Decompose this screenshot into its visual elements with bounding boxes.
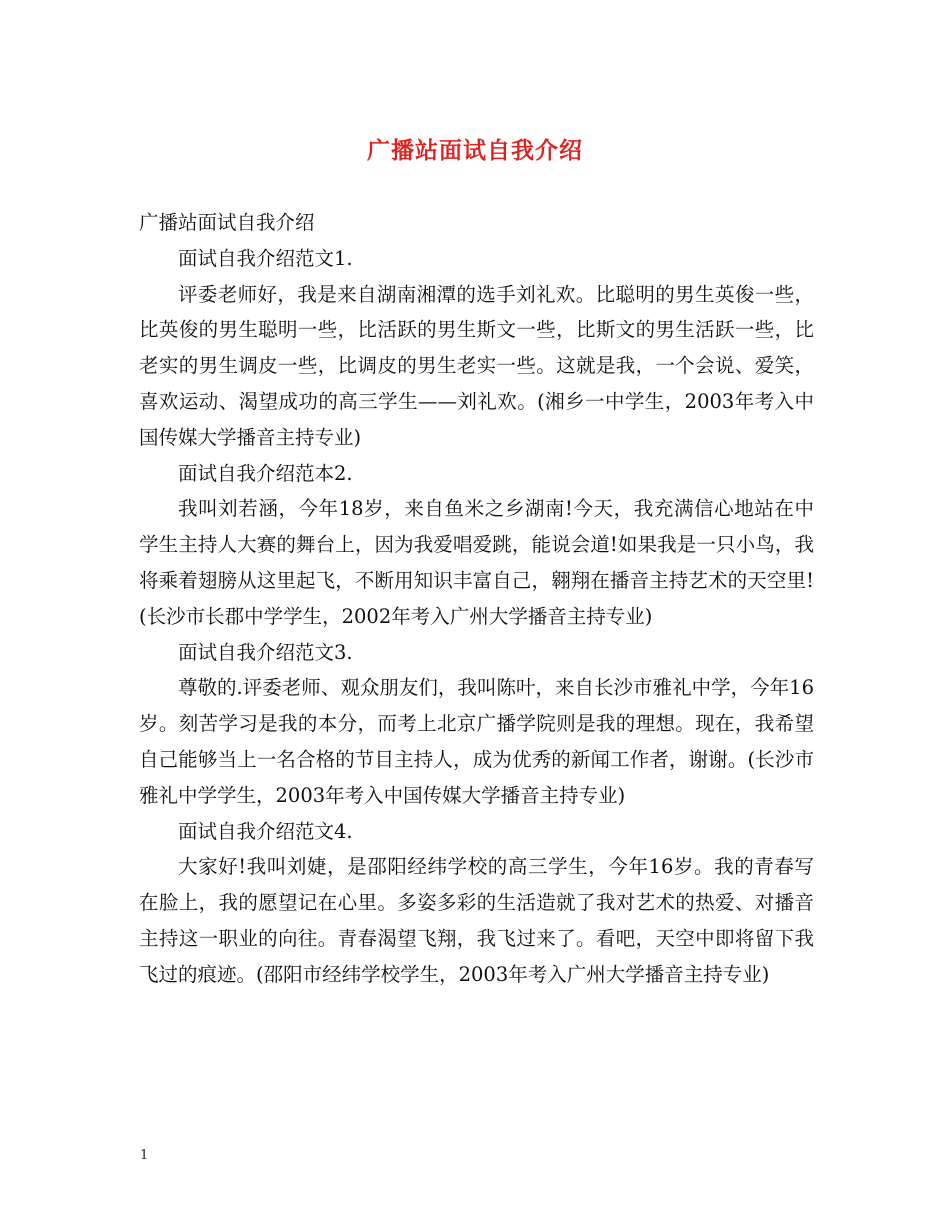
sample-text-1: 评委老师好，我是来自湖南湘潭的选手刘礼欢。比聪明的男生英俊一些，比英俊的男生聪明一些，比活跃的男生斯文一些，比斯文的男生活跃一些，比老实的男生调皮一些，比调皮的男生老实一些。这就是我，一个会说、爱笑，喜欢运动、渴望成功的高三学生——刘礼欢。(湘乡一中学生，2003年考入中国传媒大学播音主持专业) <box>139 282 814 449</box>
sample-heading-4: 面试自我介绍范文4. <box>178 819 353 843</box>
sample-text-4: 大家好!我叫刘婕，是邵阳经纬学校的高三学生，今年16岁。我的青春写在脸上，我的愿望记在心里。多姿多彩的生活造就了我对艺术的热爱、对播音主持这一职业的向往。青春渴望飞翔，我飞过来了。看吧，天空中即将留下我飞过的痕迹。(邵阳市经纬学校学生，2003年考入广州大学播音主持专业) <box>139 855 814 986</box>
sample-heading-1: 面试自我介绍范文1. <box>178 246 353 270</box>
sample-heading-3: 面试自我介绍范文3. <box>178 640 353 664</box>
sample-text-2: 我叫刘若涵，今年18岁，来自鱼米之乡湖南!今天，我充满信心地站在中学生主持人大赛的舞台上，因为我爱唱爱跳，能说会道!如果我是一只小鸟，我将乘着翅膀从这里起飞，不断用知识丰富自己，翱翔在播音主持艺术的天空里!(长沙市长郡中学学生，2002年考入广州大学播音主持专业) <box>139 497 814 628</box>
sample-text-3: 尊敬的.评委老师、观众朋友们，我叫陈叶，来自长沙市雅礼中学，今年16岁。刻苦学习是我的本分，而考上北京广播学院则是我的理想。现在，我希望自己能够当上一名合格的节目主持人，成为优秀的新闻工作者，谢谢。(长沙市雅礼中学学生，2003年考入中国传媒大学播音主持专业) <box>139 676 814 807</box>
document-title: 广播站面试自我介绍 <box>367 137 583 164</box>
document-body <box>139 205 814 993</box>
sample-heading-2: 面试自我介绍范本2. <box>178 461 353 485</box>
page-number: 1 <box>140 1148 149 1163</box>
body-heading: 广播站面试自我介绍 <box>139 211 315 234</box>
